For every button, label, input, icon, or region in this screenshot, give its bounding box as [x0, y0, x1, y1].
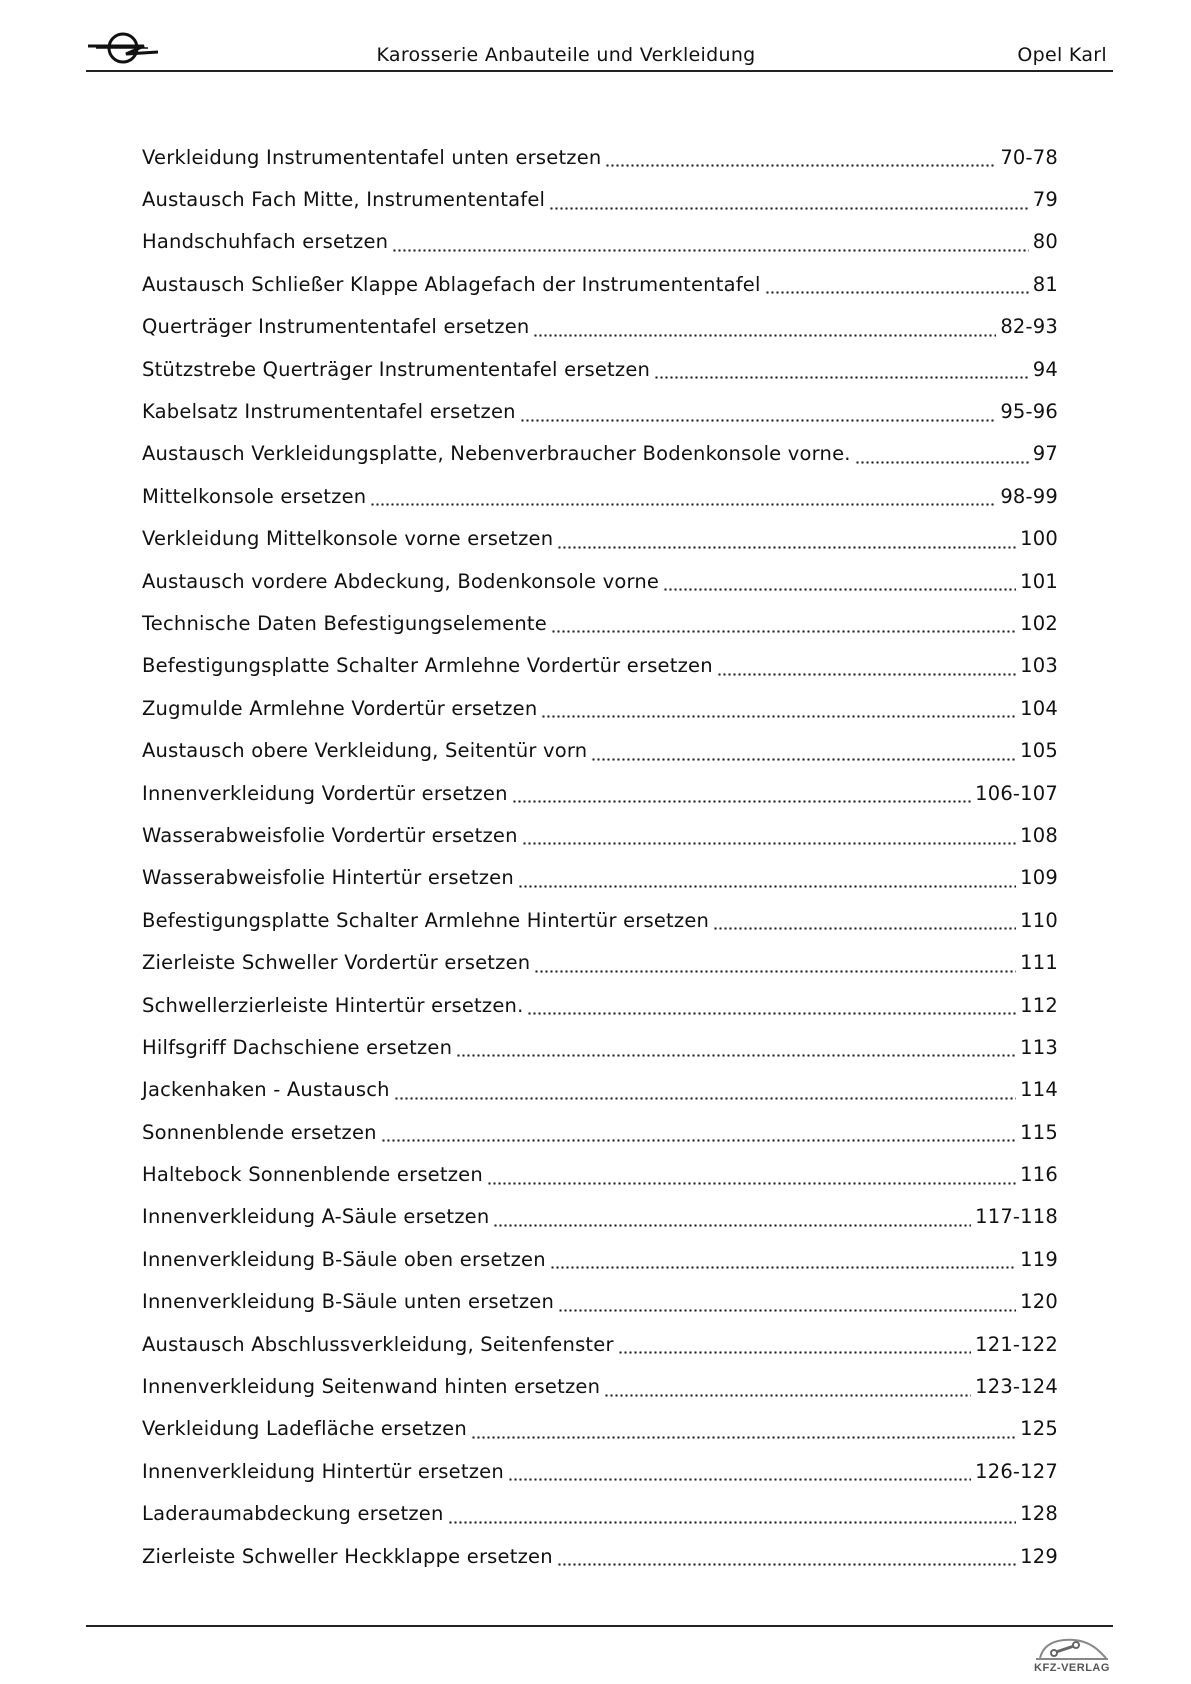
toc-entry-page: 112	[1020, 993, 1058, 1017]
toc-entry[interactable]	[142, 772, 1058, 814]
toc-entry-title: Sonnenblende ersetzen	[142, 1120, 377, 1144]
toc-entry-title: Zierleiste Schweller Heckklappe ersetzen	[142, 1544, 553, 1568]
dot-leader	[512, 783, 971, 803]
toc-entry-title: Wasserabweisfolie Vordertür ersetzen	[142, 823, 518, 847]
toc-entry-page: 103	[1020, 654, 1058, 678]
dot-leader	[370, 486, 996, 506]
toc-entry-page: 117-118	[975, 1205, 1058, 1229]
toc-entry-title: Technische Daten Befestigungselemente	[142, 611, 547, 635]
dot-leader	[557, 529, 1016, 549]
dot-leader	[591, 741, 1016, 761]
toc-entry-page: 102	[1020, 611, 1058, 635]
toc-entry-page: 81	[1032, 272, 1058, 296]
toc-entry-page: 100	[1020, 527, 1058, 551]
toc-entry-page: 98-99	[1000, 484, 1058, 508]
toc-entry-page: 128	[1020, 1502, 1058, 1526]
toc-entry[interactable]	[142, 221, 1058, 263]
toc-entry-title: Handschuhfach ersetzen	[142, 230, 389, 254]
toc-entry-page: 70-78	[1000, 145, 1058, 169]
toc-entry-title: Befestigungsplatte Schalter Armlehne Hintertür ersetzen	[142, 908, 710, 932]
toc-entry-title: Austausch Fach Mitte, Instrumententafel	[142, 188, 546, 212]
dot-leader	[713, 910, 1016, 930]
toc-entry-title: Jackenhaken - Austausch	[142, 1078, 390, 1102]
toc-entry-page: 95-96	[1000, 400, 1058, 424]
toc-entry-page: 111	[1020, 951, 1058, 975]
dot-leader	[551, 613, 1016, 633]
toc-entry-title: Hilfsgriff Dachschiene ersetzen	[142, 1035, 453, 1059]
toc-entry-page: 97	[1032, 442, 1058, 466]
toc-entry-page: 125	[1020, 1417, 1058, 1441]
toc-entry[interactable]	[142, 1493, 1058, 1535]
toc-entry-title: Stützstrebe Querträger Instrumententafel ersetzen	[142, 357, 651, 381]
footer-divider	[86, 1625, 1113, 1627]
toc-entry[interactable]	[142, 1111, 1058, 1153]
toc-entry[interactable]	[142, 899, 1058, 941]
toc-entry-title: Wasserabweisfolie Hintertür ersetzen	[142, 866, 514, 890]
dot-leader	[765, 274, 1029, 294]
toc-entry-page: 120	[1020, 1290, 1058, 1314]
dot-leader	[493, 1207, 971, 1227]
toc-entry[interactable]	[142, 941, 1058, 983]
toc-entry[interactable]	[142, 263, 1058, 305]
toc-entry-title: Austausch vordere Abdeckung, Bodenkonsole vorne	[142, 569, 660, 593]
toc-entry[interactable]	[142, 1196, 1058, 1238]
dot-leader	[471, 1419, 1016, 1439]
toc-entry-page: 116	[1020, 1163, 1058, 1187]
toc-entry-title: Austausch Abschlussverkleidung, Seitenfenster	[142, 1332, 614, 1356]
toc-entry[interactable]	[142, 560, 1058, 602]
toc-entry[interactable]	[142, 1323, 1058, 1365]
toc-entry[interactable]	[142, 729, 1058, 771]
toc-entry-page: 129	[1020, 1544, 1058, 1568]
toc-entry-page: 126-127	[975, 1459, 1058, 1483]
toc-entry-page: 119	[1020, 1247, 1058, 1271]
toc-entry[interactable]	[142, 602, 1058, 644]
page-header	[86, 26, 1113, 72]
toc-entry[interactable]	[142, 1153, 1058, 1195]
toc-entry-title: Zierleiste Schweller Vordertür ersetzen	[142, 951, 531, 975]
dot-leader	[522, 825, 1017, 845]
toc-entry-page: 109	[1020, 866, 1058, 890]
toc-entry-title: Kabelsatz Instrumententafel ersetzen	[142, 400, 516, 424]
dot-leader	[487, 1165, 1016, 1185]
toc-entry-page: 79	[1032, 188, 1058, 212]
dot-leader	[663, 571, 1016, 591]
toc-entry[interactable]	[142, 136, 1058, 178]
toc-entry[interactable]	[142, 857, 1058, 899]
toc-entry[interactable]	[142, 1281, 1058, 1323]
dot-leader	[541, 698, 1016, 718]
toc-entry-title: Haltebock Sonnenblende ersetzen	[142, 1163, 483, 1187]
dot-leader	[520, 402, 997, 422]
dot-leader	[456, 1037, 1016, 1057]
toc-entry[interactable]	[142, 306, 1058, 348]
toc-entry[interactable]	[142, 178, 1058, 220]
dot-leader	[394, 1080, 1016, 1100]
toc-entry-title: Austausch obere Verkleidung, Seitentür vorn	[142, 739, 588, 763]
table-of-contents	[142, 136, 1058, 1577]
toc-entry[interactable]	[142, 475, 1058, 517]
toc-entry-page: 113	[1020, 1035, 1058, 1059]
dot-leader	[558, 1292, 1016, 1312]
toc-entry-title: Querträger Instrumententafel ersetzen	[142, 315, 530, 339]
dot-leader	[448, 1504, 1017, 1524]
toc-entry-title: Laderaumabdeckung ersetzen	[142, 1502, 444, 1526]
toc-entry-page: 110	[1020, 908, 1058, 932]
toc-entry-title: Austausch Verkleidungsplatte, Nebenverbraucher Bodenkonsole vorne.	[142, 442, 851, 466]
dot-leader	[381, 1122, 1016, 1142]
toc-entry-title: Innenverkleidung Seitenwand hinten ersetzen	[142, 1375, 601, 1399]
toc-entry-page: 106-107	[975, 781, 1058, 805]
toc-entry[interactable]	[142, 1450, 1058, 1492]
toc-entry-title: Verkleidung Mittelkonsole vorne ersetzen	[142, 527, 554, 551]
dot-leader	[392, 232, 1029, 252]
dot-leader	[518, 868, 1016, 888]
toc-entry-title: Schwellerzierleiste Hintertür ersetzen.	[142, 993, 524, 1017]
toc-entry-title: Mittelkonsole ersetzen	[142, 484, 367, 508]
toc-entry-title: Verkleidung Ladefläche ersetzen	[142, 1417, 467, 1441]
toc-entry[interactable]	[142, 984, 1058, 1026]
dot-leader	[618, 1334, 971, 1354]
dot-leader	[654, 359, 1029, 379]
dot-leader	[717, 656, 1016, 676]
toc-entry-title: Innenverkleidung Hintertür ersetzen	[142, 1459, 504, 1483]
toc-entry[interactable]	[142, 1365, 1058, 1407]
toc-entry-title: Innenverkleidung A-Säule ersetzen	[142, 1205, 490, 1229]
toc-entry[interactable]	[142, 390, 1058, 432]
toc-entry[interactable]	[142, 814, 1058, 856]
toc-entry[interactable]	[142, 433, 1058, 475]
toc-entry-title: Verkleidung Instrumententafel unten ersetzen	[142, 145, 602, 169]
toc-entry[interactable]	[142, 348, 1058, 390]
toc-entry[interactable]	[142, 645, 1058, 687]
dot-leader	[855, 444, 1029, 464]
toc-entry-page: 82-93	[1000, 315, 1058, 339]
toc-entry-page: 123-124	[975, 1375, 1058, 1399]
toc-entry[interactable]	[142, 1535, 1058, 1577]
toc-entry-page: 121-122	[975, 1332, 1058, 1356]
toc-entry-title: Zugmulde Armlehne Vordertür ersetzen	[142, 696, 538, 720]
toc-entry-title: Austausch Schließer Klappe Ablagefach der Instrumententafel	[142, 272, 761, 296]
toc-entry-page: 105	[1020, 739, 1058, 763]
toc-entry-page: 114	[1020, 1078, 1058, 1102]
toc-entry-title: Innenverkleidung Vordertür ersetzen	[142, 781, 508, 805]
toc-entry-page: 94	[1032, 357, 1058, 381]
toc-entry-title: Befestigungsplatte Schalter Armlehne Vordertür ersetzen	[142, 654, 713, 678]
dot-leader	[527, 995, 1016, 1015]
dot-leader	[549, 190, 1029, 210]
car-wrench-icon	[1030, 1632, 1114, 1666]
toc-entry-page: 101	[1020, 569, 1058, 593]
dot-leader	[605, 147, 996, 167]
toc-entry[interactable]	[142, 1069, 1058, 1111]
toc-entry[interactable]	[142, 518, 1058, 560]
toc-entry-page: 104	[1020, 696, 1058, 720]
dot-leader	[550, 1249, 1016, 1269]
toc-entry[interactable]	[142, 1238, 1058, 1280]
toc-entry[interactable]	[142, 687, 1058, 729]
toc-entry-page: 80	[1032, 230, 1058, 254]
dot-leader	[508, 1461, 971, 1481]
dot-leader	[604, 1377, 971, 1397]
toc-entry-page: 115	[1020, 1120, 1058, 1144]
toc-entry-title: Innenverkleidung B-Säule oben ersetzen	[142, 1247, 546, 1271]
toc-entry[interactable]	[142, 1026, 1058, 1068]
kfz-verlag-logo	[1030, 1632, 1114, 1680]
document-title: Karosserie Anbauteile und Verkleidung	[376, 44, 756, 66]
dot-leader	[534, 953, 1016, 973]
toc-entry-title: Innenverkleidung B-Säule unten ersetzen	[142, 1290, 555, 1314]
toc-entry-page: 108	[1020, 823, 1058, 847]
toc-entry[interactable]	[142, 1408, 1058, 1450]
footer-logo-text: KFZ-VERLAG	[1034, 1662, 1110, 1674]
vehicle-model: Opel Karl	[1017, 44, 1107, 66]
dot-leader	[533, 317, 996, 337]
dot-leader	[557, 1546, 1016, 1566]
